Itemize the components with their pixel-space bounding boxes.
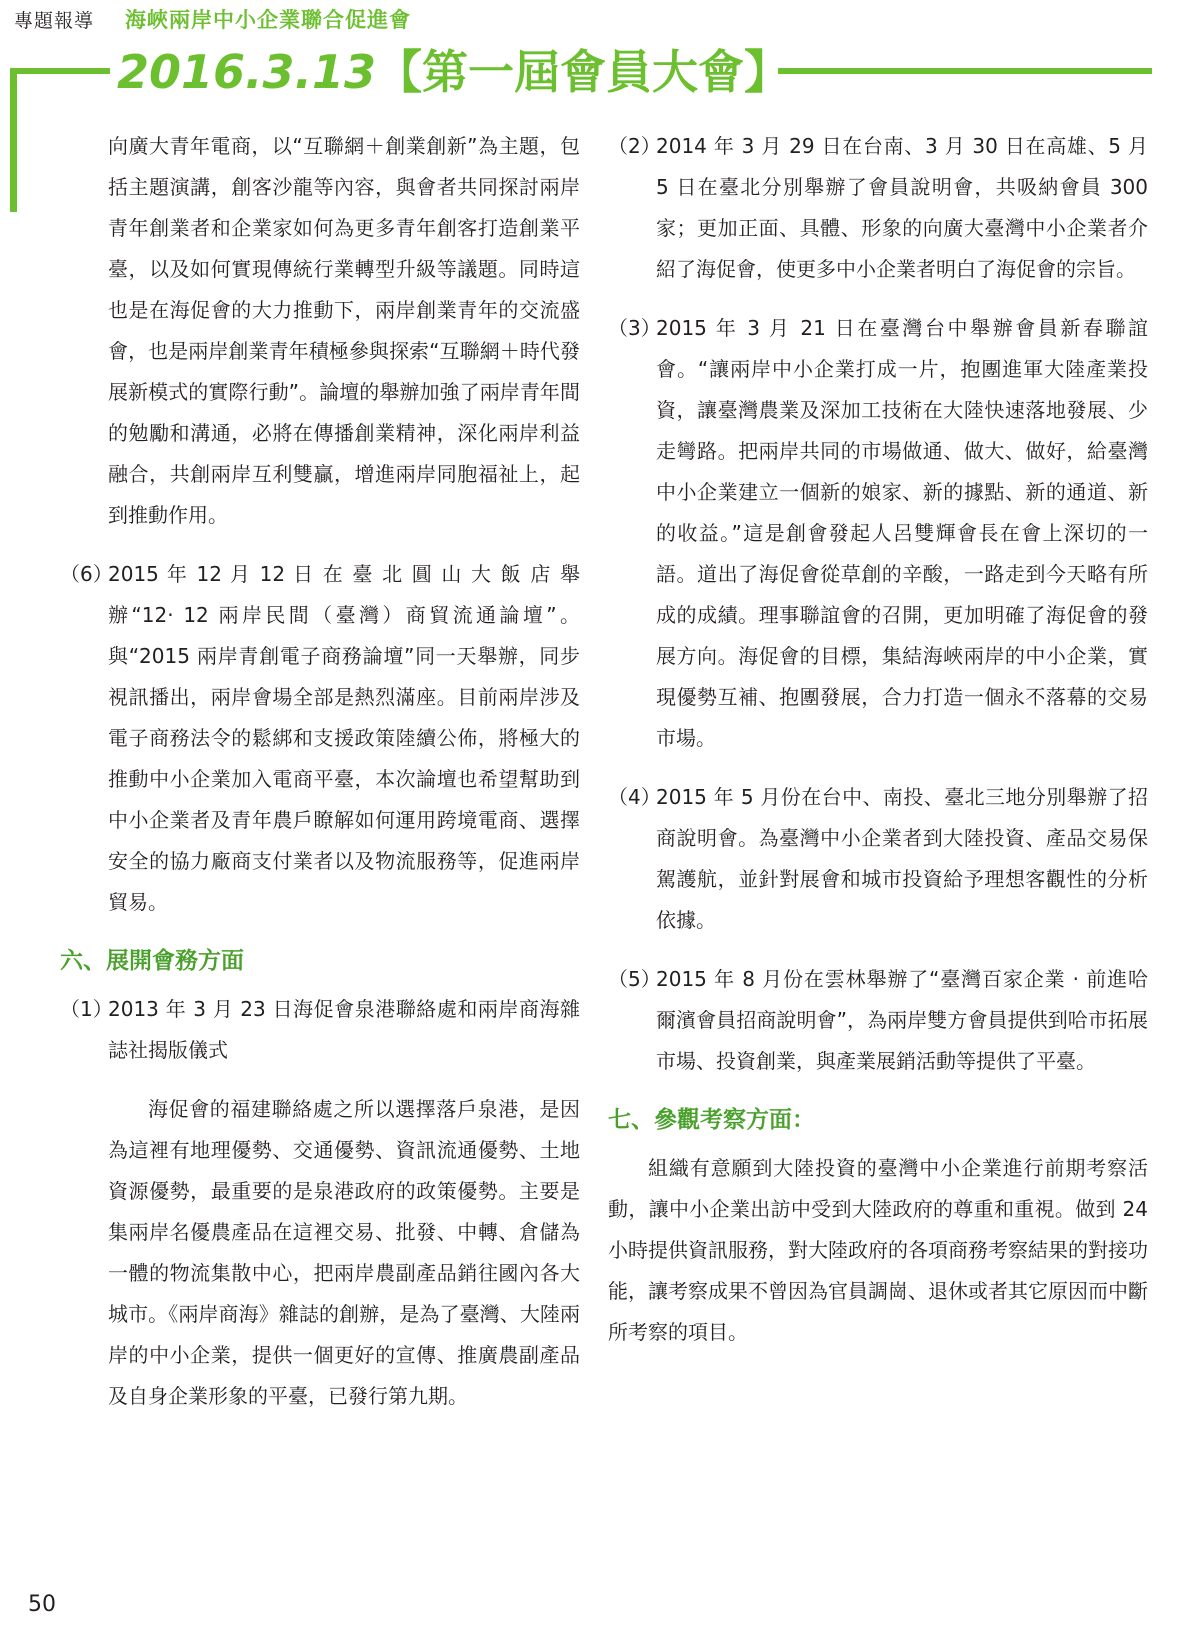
page-title [117,40,790,104]
body-paragraph: 海促會的福建聯絡處之所以選擇落戶泉港，是因為這裡有地理優勢、交通優勢、資訊流通優勢、土地資源優勢，最重要的是泉港政府的政策優勢。主要是集兩岸名優農產品在這裡交易、批發、中轉、倉儲為一體的物流集散中心，把兩岸農副產品銷往國內各大城市。《兩岸商海》雜誌的創辦，是為了臺灣、大陸兩岸的中小企業，提供一個更好的宣傳、推廣農副產品及自身企業形象的平臺，已發行第九期。 [108,1097,580,1408]
header-org-name: 海峽兩岸中小企業聯合促進會 [125,8,411,32]
item-text: 2013 年 3 月 23 日海促會泉港聯絡處和兩岸商海雜誌社揭版儀式 [108,997,580,1062]
left-column [60,126,580,1417]
section-heading-6: 六、展開會務方面 [60,948,244,974]
item-number: （6） [60,562,113,586]
intro-paragraph: 向廣大青年電商，以“互聯網＋創業創新”為主題，包括主題演講，創客沙龍等內容，與會者共同探討兩岸青年創業者和企業家如何為更多青年創客打造創業平臺，以及如何實現傳統行業轉型升級等議題。同時這也是在海促會的大力推動下，兩岸創業青年的交流盛會，也是兩岸創業青年積極參與探索“互聯網＋時代發展新模式的實際行動”。論壇的舉辦加強了兩岸青年間的勉勵和溝通，必將在傳播創業精神，深化兩岸利益融合，共創兩岸互利雙贏，增進兩岸同胞福祉上，起到推動作用。 [108,134,580,527]
item-text: 2015 年 8 月份在雲林舉辦了“臺灣百家企業 · 前進哈爾濱會員招商說明會”，為兩岸雙方會員提供到哈市拓展市場、投資創業，與產業展銷活動等提供了平臺。 [656,967,1148,1073]
corner-bar [10,68,17,212]
list-item-6 [60,554,580,923]
list-item-5 [608,959,1148,1082]
item-number: （2） [608,134,661,158]
item-number: （1） [60,997,113,1021]
item-text: 2015 年 12 月 12 日 在 臺 北 圓 山 大 飯 店 舉 辦“12· 12 兩岸民間（臺灣）商貿流通論壇”。與“2015 兩岸青創電子商務論壇”同一天舉辦，同步視訊播出，兩岸會場全部是熱烈滿座。目前兩岸涉及電子商務法令的鬆綁和支援政策陸續公佈，將極大的推動中小企業加入電商平臺，本次論壇也希望幫助到中小企業者及青年農戶瞭解如何運用跨境電商、選擇安全的協力廠商支付業者以及物流服務等，促進兩岸貿易。 [108,562,580,914]
item-number: （5） [608,967,661,991]
title-date: 2016.3.13 [117,45,376,99]
list-item-2 [608,126,1148,290]
header-section-label: 專題報導 [14,10,95,32]
list-item-4 [608,777,1148,941]
body-paragraph: 組織有意願到大陸投資的臺灣中小企業進行前期考察活動，讓中小企業出訪中受到大陸政府的尊重和重視。做到 24 小時提供資訊服務，對大陸政府的各項商務考察結果的對接功能，讓考察成果不曾因為官員調崗、退休或者其它原因而中斷所考察的項目。 [608,1156,1148,1344]
list-item-3 [608,308,1148,759]
title-bracket-close: 】 [744,45,790,99]
item-text: 2015 年 5 月份在台中、南投、臺北三地分別舉辦了招商說明會。為臺灣中小企業者到大陸投資、產品交易保駕護航，並針對展會和城市投資給予理想客觀性的分析依據。 [656,785,1148,932]
item-number: （4） [608,785,661,809]
section-heading-7: 七、參觀考察方面： [608,1107,815,1133]
item-text: 2015 年 3 月 21 日在臺灣台中舉辦會員新春聯誼會。“讓兩岸中小企業打成一片，抱團進軍大陸產業投資，讓臺灣農業及深加工技術在大陸快速落地發展、少走彎路。把兩岸共同的市場做通、做大、做好，給臺灣中小企業建立一個新的娘家、新的據點、新的通道、新的收益。”這是創會發起人呂雙輝會長在會上深切的一語。道出了海促會從草創的辛酸，一路走到今天略有所成的成績。理事聯誼會的召開，更加明確了海促會的發展方向。海促會的目標，集結海峽兩岸的中小企業，實現優勢互補、抱團發展，合力打造一個永不落幕的交易市場。 [656,316,1148,750]
title-bracket-open: 【 [376,45,422,99]
title-text: 第一屆會員大會 [422,45,744,99]
page-number: 50 [28,1592,56,1617]
item-text: 2014 年 3 月 29 日在台南、3 月 30 日在高雄、5 月 5 日在臺北分別舉辦了會員說明會，共吸納會員 300 家；更加正面、具體、形象的向廣大臺灣中小企業者介紹了海促會，使更多中小企業者明白了海促會的宗旨。 [656,134,1148,281]
right-column [608,126,1148,1353]
list-item-1 [60,989,580,1071]
title-rule-right [778,68,1152,74]
item-number: （3） [608,316,661,340]
title-rule-left [10,68,110,74]
